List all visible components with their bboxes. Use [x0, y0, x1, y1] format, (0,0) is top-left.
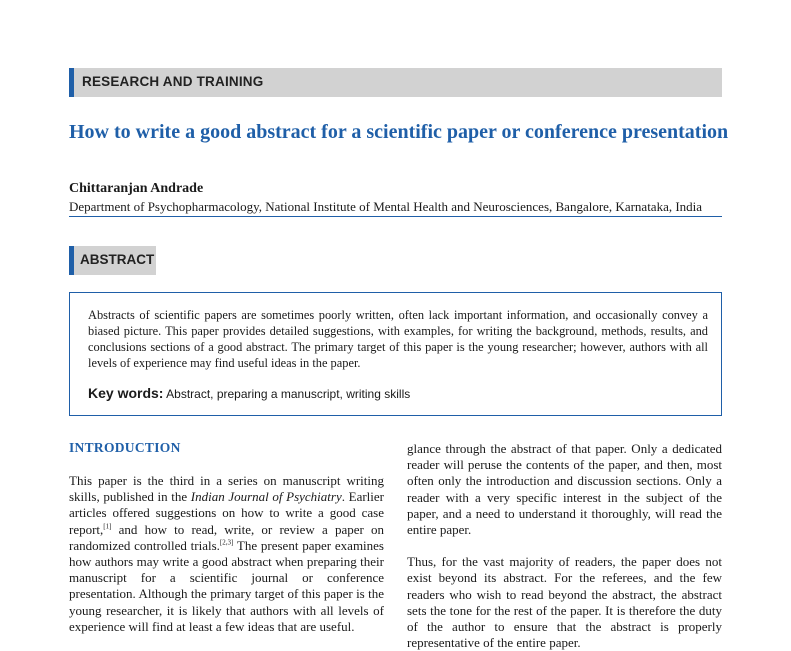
author-affiliation: Department of Psychopharmacology, National Institute of Mental Health and Neurosciences, Bangalore, Karnataka, India — [69, 199, 703, 214]
section-label: RESEARCH AND TRAINING — [82, 74, 264, 89]
abstract-tab — [69, 246, 156, 275]
intro-paragraph — [69, 473, 384, 635]
intro-text-1: This paper is the third in a series on manuscript writing skills, published in the — [69, 473, 384, 505]
intro-text-4: The present paper examines how authors may write a good abstract when preparing their manuscript for a scientific journal or conference presentation. Although the primary target of this paper is the young researcher, it is likely that authors with all levels of experience will find at least a few ideas that are useful. — [69, 537, 384, 634]
keywords-text: Abstract, preparing a manuscript, writing skills — [166, 387, 411, 401]
section-header-bar — [69, 68, 722, 97]
abstract-box — [69, 292, 722, 416]
intro-text-3: and how to read, write, or review a paper on randomized controlled trials. — [69, 521, 384, 553]
paper-title: How to write a good abstract for a scientific paper or conference presentation — [69, 121, 729, 143]
citation-ref[interactable]: [1] — [103, 522, 112, 531]
right-paragraph-1: glance through the abstract of that paper. Only a dedicated reader will peruse the contents of the paper, and then, most often only the introduction and discussion sections. Only a reader with a very specific interest in the subject of the paper, and a need to understand it thoroughly, will read the entire paper. — [407, 441, 722, 538]
introduction-heading: INTRODUCTION — [69, 440, 181, 455]
intro-text-2: . Earlier articles offered suggestions on how to write a good case report, — [69, 489, 384, 537]
keywords-label: Key words: — [88, 385, 164, 401]
author-name: Chittaranjan Andrade — [69, 181, 204, 196]
abstract-label: ABSTRACT — [80, 252, 155, 267]
abstract-text: Abstracts of scientific papers are sometimes poorly written, often lack important information, and occasionally convey a biased picture. This paper provides detailed suggestions, with examples, for writing the background, methods, results, and conclusions sections of a good abstract. The primary target of this paper is the young researcher; however, authors with all levels of experience may find useful ideas in the paper. — [88, 308, 708, 370]
keywords-line — [88, 385, 410, 401]
right-paragraph-2: Thus, for the vast majority of readers, the paper does not exist beyond its abstract. For the referees, and the few readers who wish to read beyond the abstract, the abstract sets the tone for the rest of the paper. It is therefore the duty of the author to ensure that the abstract is properly representative of the entire paper. — [407, 554, 722, 651]
affiliation-divider — [69, 216, 722, 217]
citation-ref[interactable]: [2,3] — [219, 538, 234, 547]
left-column — [69, 473, 384, 635]
journal-name: Indian Journal of Psychiatry — [190, 489, 342, 505]
right-column — [407, 441, 722, 651]
